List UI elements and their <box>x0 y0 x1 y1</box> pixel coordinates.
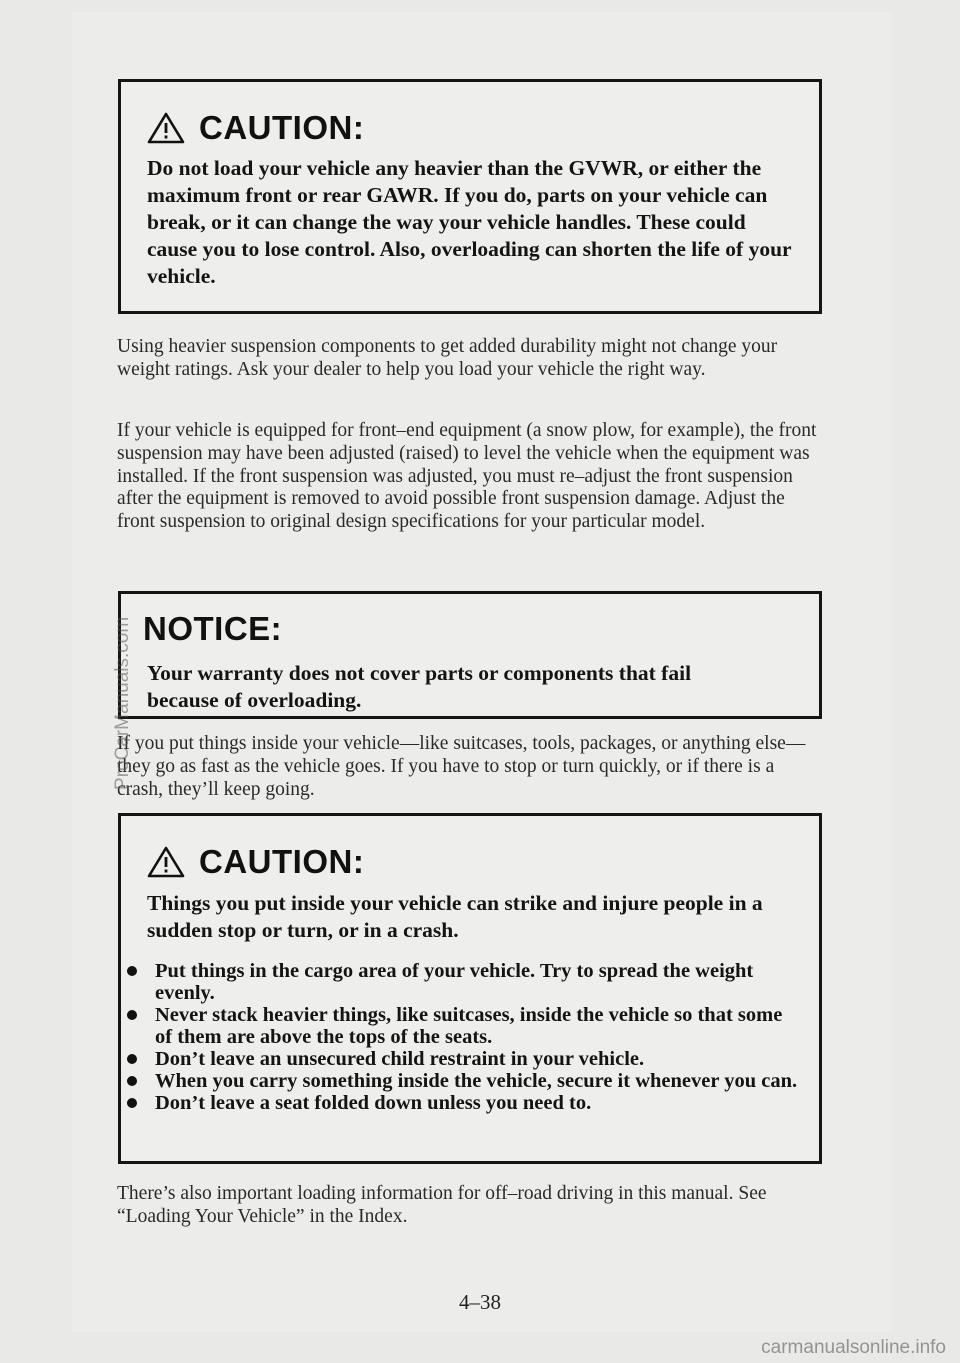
bullet-dot <box>127 1098 137 1108</box>
bullet-item: Don’t leave an unsecured child restraint in your vehicle. <box>121 1048 801 1070</box>
notice-box <box>118 591 822 719</box>
bullet-item: When you carry something inside the vehicle, secure it whenever you can. <box>121 1070 801 1092</box>
notice-title: NOTICE: <box>143 610 283 647</box>
paragraph-front-end-equipment: If your vehicle is equipped for front–end equipment (a snow plow, for example), the front suspension may have been adjusted (raised) to level the vehicle when the equipment was installed. If the front suspension was adjusted, you must re–adjust the front suspension after the equipment is removed to avoid possible front suspension damage. Adjust the front suspension to original design specifications for your particular model. <box>117 420 817 533</box>
bullet-dot <box>127 1076 137 1086</box>
bullet-dot <box>127 1010 137 1020</box>
bullet-item: Never stack heavier things, like suitcases, inside the vehicle so that some of them are above the tops of the seats. <box>121 1004 801 1048</box>
caution-box-1 <box>118 79 822 314</box>
page-number: 4–38 <box>459 1290 501 1314</box>
paragraph-items-inside: If you put things inside your vehicle—like suitcases, tools, packages, or anything else—they go as fast as the vehicle goes. If you have to stop or turn quickly, or if there is a crash, they’ll keep going. <box>117 733 806 800</box>
watermark-vertical: ProCarManuals.com <box>112 616 133 790</box>
watermark-bottom: carmanualsonline.info <box>761 1337 946 1358</box>
bullet-dot <box>127 966 137 976</box>
caution-bullet-list <box>121 960 801 1114</box>
warning-triangle-icon <box>147 845 185 879</box>
notice-text: Your warranty does not cover parts or components that fail because of overloading. <box>147 661 692 712</box>
caution-title-1: CAUTION: <box>147 109 364 147</box>
bullet-item: Put things in the cargo area of your vehicle. Try to spread the weight evenly. <box>121 960 801 1004</box>
paragraph-off-road-info: There’s also important loading information for off–road driving in this manual. See “Loading Your Vehicle” in the Index. <box>117 1183 767 1227</box>
caution-text-1: Do not load your vehicle any heavier than the GVWR, or either the maximum front or rear GAWR. If you do, parts on your vehicle can break, or it can change the way your vehicle handles. These could cause you to lose control. Also, overloading can shorten the life of your vehicle. <box>147 156 792 288</box>
caution-box-2 <box>118 813 822 1164</box>
caution-text-2: Things you put inside your vehicle can strike and injure people in a sudden stop or turn, or in a crash. <box>147 891 763 942</box>
paragraph-suspension: Using heavier suspension components to get added durability might not change your weight ratings. Ask your dealer to help you load your vehicle the right way. <box>117 336 778 380</box>
bullet-dot <box>127 1054 137 1064</box>
warning-triangle-icon <box>147 111 185 145</box>
bullet-item: Don’t leave a seat folded down unless you need to. <box>121 1092 801 1114</box>
caution-title-2: CAUTION: <box>147 843 364 881</box>
